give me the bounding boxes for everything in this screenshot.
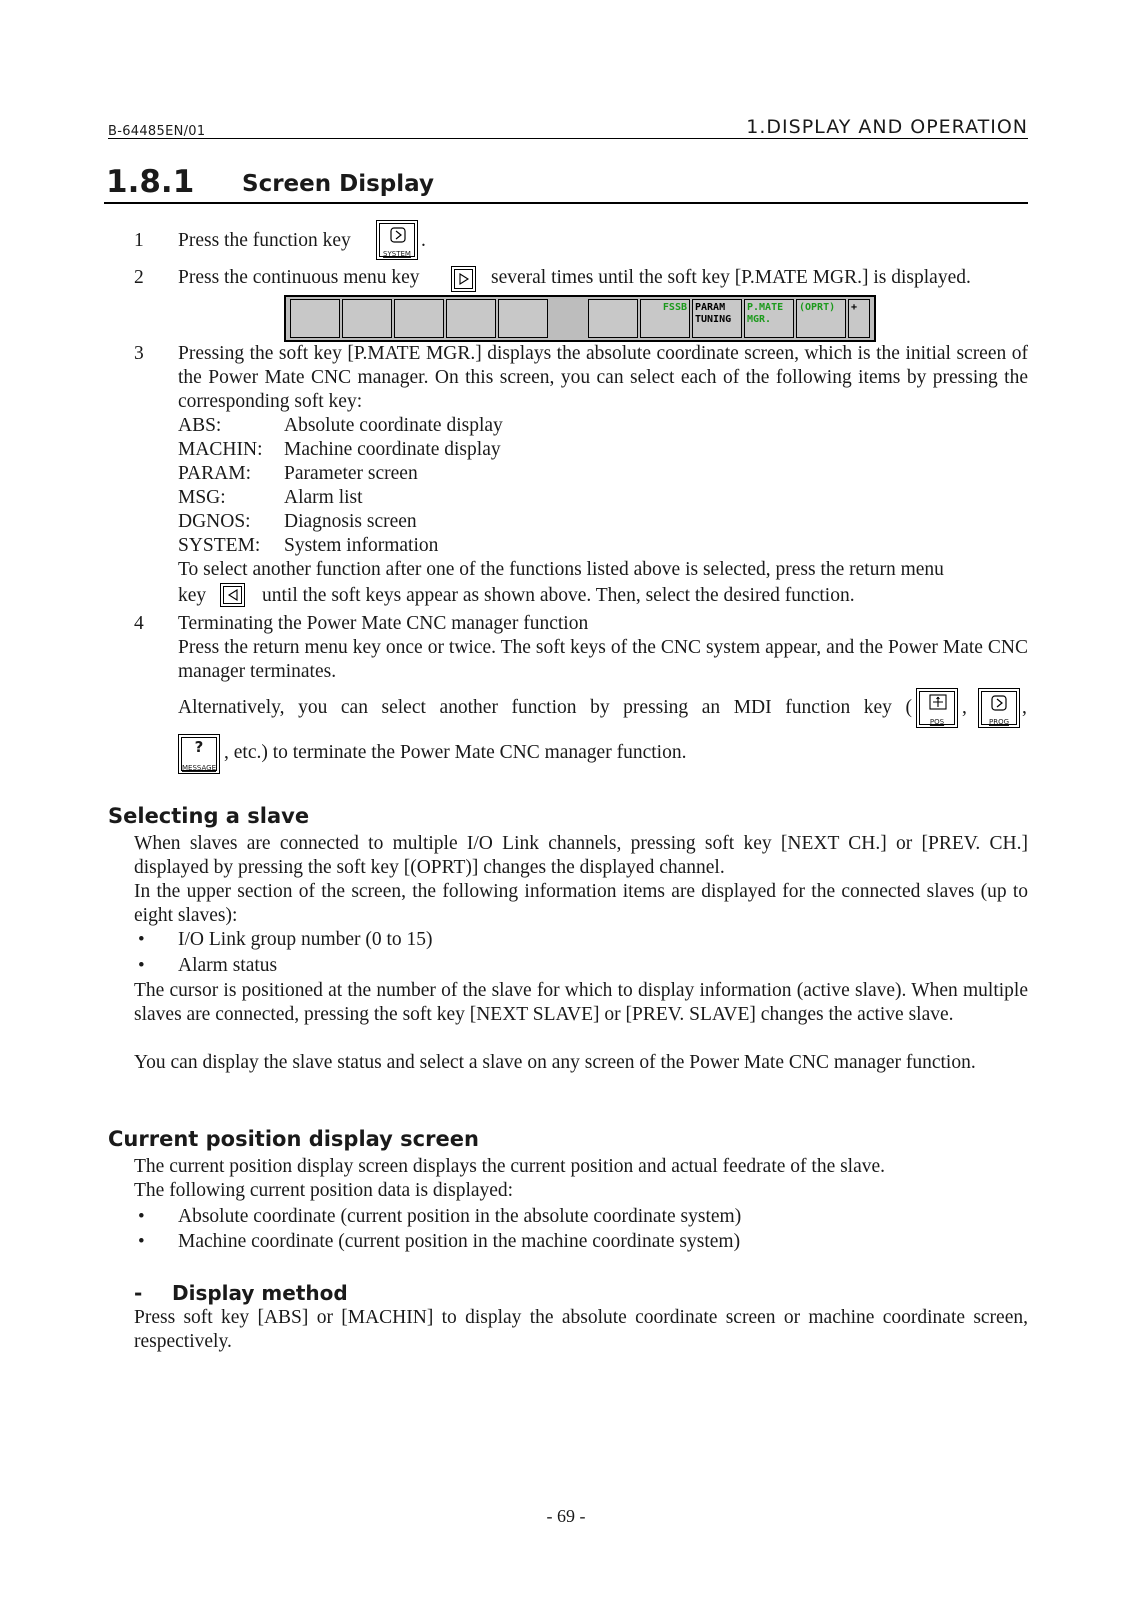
definition-term: MACHIN: — [178, 439, 263, 460]
step-number: 1 — [134, 230, 144, 251]
section-title: Screen Display — [242, 171, 434, 197]
step-4-title: Terminating the Power Mate CNC manager function — [178, 613, 589, 634]
selecting-slave-heading: Selecting a slave — [108, 804, 310, 828]
soft-key-pmate-line1: P.MATE — [747, 302, 784, 313]
soft-key-fssb-label: FSSB — [662, 302, 687, 313]
step-4-alt-comma: , — [962, 697, 967, 718]
prog-key-label: PROG — [988, 718, 1010, 726]
soft-key-bar — [284, 295, 876, 342]
soft-key-fssb — [640, 299, 690, 338]
soft-key-param-line1: PARAM — [695, 302, 726, 313]
definition-desc: Absolute coordinate display — [284, 415, 503, 436]
page-number: - 69 - — [546, 1506, 586, 1526]
prog-key-icon — [978, 688, 1020, 728]
system-key-icon — [376, 220, 418, 260]
definition-desc: Machine coordinate display — [284, 439, 501, 460]
soft-key-pmate-mgr — [744, 299, 794, 338]
soft-key-param-line2: TUNING — [695, 314, 732, 325]
message-key-icon — [178, 734, 220, 774]
pos-key-label: POS — [929, 718, 945, 726]
step-2-text-a: Press the continuous menu key — [178, 267, 420, 288]
step-4-text: Press the return menu key once or twice. The soft keys of the CNC system appear, and the Power Mate CNC manager terminates. — [178, 637, 1028, 682]
soft-key-blank — [342, 299, 392, 338]
message-key-label: MESSAGE — [182, 764, 216, 772]
section-number: 1.8.1 — [106, 164, 195, 200]
bullet-item: I/O Link group number (0 to 15) — [178, 929, 433, 950]
bullet-icon: • — [138, 955, 145, 976]
bullet-icon: • — [138, 929, 145, 950]
current-position-heading: Current position display screen — [108, 1127, 479, 1151]
definition-term: ABS: — [178, 415, 222, 436]
soft-key-pmate-line2: MGR. — [747, 314, 772, 325]
bullet-icon: • — [138, 1206, 145, 1227]
definition-desc: System information — [284, 535, 439, 556]
system-key-label: SYSTEM — [383, 250, 411, 258]
definition-term: SYSTEM: — [178, 535, 261, 556]
definition-term: DGNOS: — [178, 511, 251, 532]
bullet-item: Alarm status — [178, 955, 278, 976]
selecting-slave-p2: In the upper section of the screen, the following information items are displayed for the connected slaves (up to eight slaves): — [134, 881, 1028, 926]
step-3-text: Pressing the soft key [P.MATE MGR.] displays the absolute coordinate screen, which is the initial screen of the Power Mate CNC manager. On this screen, you can select each of the following items by pressing the corresponding soft key: — [178, 343, 1028, 412]
display-method-heading: Display method — [172, 1281, 348, 1305]
return-menu-key-icon — [220, 583, 245, 607]
bullet-item: Absolute coordinate (current position in the absolute coordinate system) — [178, 1206, 742, 1227]
document-id: B-64485EN/01 — [108, 124, 206, 139]
chapter-title: 1.DISPLAY AND OPERATION — [746, 116, 1028, 138]
step-3-note-b-post: until the soft keys appear as shown above. Then, select the desired function. — [262, 585, 855, 606]
step-number: 4 — [134, 613, 144, 634]
definition-desc: Parameter screen — [284, 463, 418, 484]
soft-key-oprt-label: (OPRT) — [799, 302, 836, 313]
soft-key-blank — [446, 299, 496, 338]
soft-key-blank — [394, 299, 444, 338]
soft-key-plus — [848, 299, 870, 338]
header-rule — [108, 138, 1028, 139]
soft-key-blank — [498, 299, 548, 338]
soft-key-blank — [290, 299, 340, 338]
soft-key-param-tuning — [692, 299, 742, 338]
step-1-period: . — [421, 230, 426, 251]
current-position-p1: The current position display screen displays the current position and actual feedrate of the slave. — [134, 1156, 886, 1177]
selecting-slave-p3: The cursor is positioned at the number of the slave for which to display information (active slave). When multiple slaves are connected, pressing the soft key [NEXT SLAVE] or [PREV. SLAVE] changes the active slave. — [134, 980, 1028, 1025]
definition-desc: Alarm list — [284, 487, 363, 508]
step-2-text-b: several times until the soft key [P.MATE MGR.] is displayed. — [491, 267, 971, 288]
step-4-alt-b: , etc.) to terminate the Power Mate CNC manager function. — [224, 742, 687, 763]
current-position-p2: The following current position data is displayed: — [134, 1180, 514, 1201]
step-number: 3 — [134, 343, 144, 364]
definition-desc: Diagnosis screen — [284, 511, 417, 532]
definition-term: MSG: — [178, 487, 226, 508]
pos-key-icon — [916, 688, 958, 728]
display-method-p1: Press soft key [ABS] or [MACHIN] to display the absolute coordinate screen or machine coordinate screen, respectively. — [134, 1307, 1028, 1352]
soft-key-plus-label: + — [851, 302, 858, 313]
bullet-icon: • — [138, 1231, 145, 1252]
step-1-text: Press the function key — [178, 230, 351, 251]
selecting-slave-p4: You can display the slave status and select a slave on any screen of the Power Mate CNC manager function. — [134, 1052, 976, 1073]
soft-key-oprt — [796, 299, 846, 338]
step-3-note-b-pre: key — [178, 585, 207, 606]
definition-term: PARAM: — [178, 463, 251, 484]
selecting-slave-p1: When slaves are connected to multiple I/O Link channels, pressing soft key [NEXT CH.] or [PREV. CH.] displayed by pressing the soft key [(OPRT)] changes the displayed channel. — [134, 833, 1028, 878]
step-3-note-a: To select another function after one of the functions listed above is selected, press the return menu — [178, 559, 944, 580]
step-4-alt-comma: , — [1022, 697, 1027, 718]
display-method-dash: - — [134, 1281, 143, 1305]
step-4-alt-a: Alternatively, you can select another function by pressing an MDI function key ( — [178, 697, 912, 718]
bullet-item: Machine coordinate (current position in the machine coordinate system) — [178, 1231, 741, 1252]
continuous-menu-key-icon — [451, 266, 476, 292]
question-icon: ? — [194, 738, 204, 756]
soft-key-blank — [588, 299, 638, 338]
step-number: 2 — [134, 267, 144, 288]
section-rule — [104, 202, 1028, 204]
